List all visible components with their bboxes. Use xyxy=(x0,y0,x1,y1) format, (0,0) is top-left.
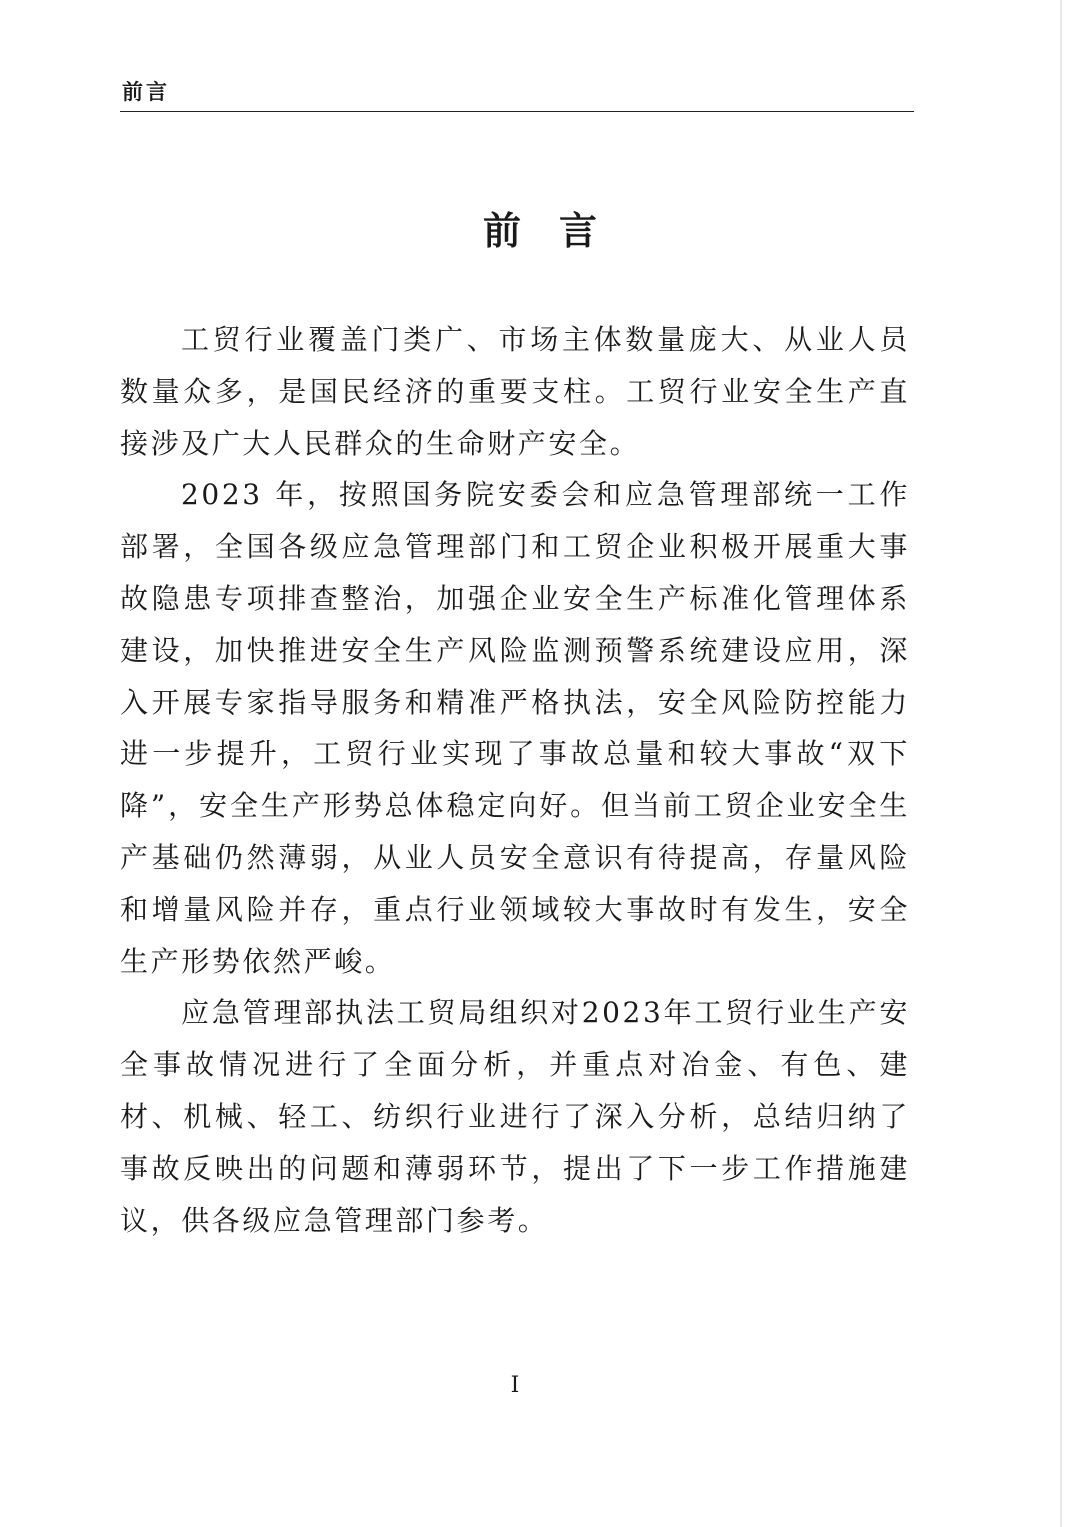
running-header: 前言 xyxy=(122,79,170,104)
page-title: 前言 xyxy=(482,208,635,253)
paragraph-2: 2023 年，按照国务院安委会和应急管理部统一工作部署，全国各级应急管理部门和工贸企业积极开展重大事故隐患专项排查整治，加强企业安全生产标准化管理体系建设，加快推进安全生产风险监测预警系统建设应用，深入开展专家指导服务和精准严格执法，安全风险防控能力进一步提升，工贸行业实现了事故总量和较大事故“双下降”，安全生产形势总体稳定向好。但当前工贸企业安全生产基础仍然薄弱，从业人员安全意识有待提高，存量风险和增量风险并存，重点行业领域较大事故时有发生，安全生产形势依然严峻。 xyxy=(120,478,910,978)
paragraph-1: 工贸行业覆盖门类广、市场主体数量庞大、从业人员数量众多，是国民经济的重要支柱。工贸行业安全生产直接涉及广大人民群众的生命财产安全。 xyxy=(120,323,910,460)
page-number: I xyxy=(510,1373,520,1398)
header-rule xyxy=(120,111,914,112)
body-text xyxy=(120,314,910,1246)
paragraph-3: 应急管理部执法工贸局组织对2023年工贸行业生产安全事故情况进行了全面分析，并重点对冶金、有色、建材、机械、轻工、纺织行业进行了深入分析，总结归纳了事故反映出的问题和薄弱环节，提出了下一步工作措施建议，供各级应急管理部门参考。 xyxy=(120,996,910,1237)
